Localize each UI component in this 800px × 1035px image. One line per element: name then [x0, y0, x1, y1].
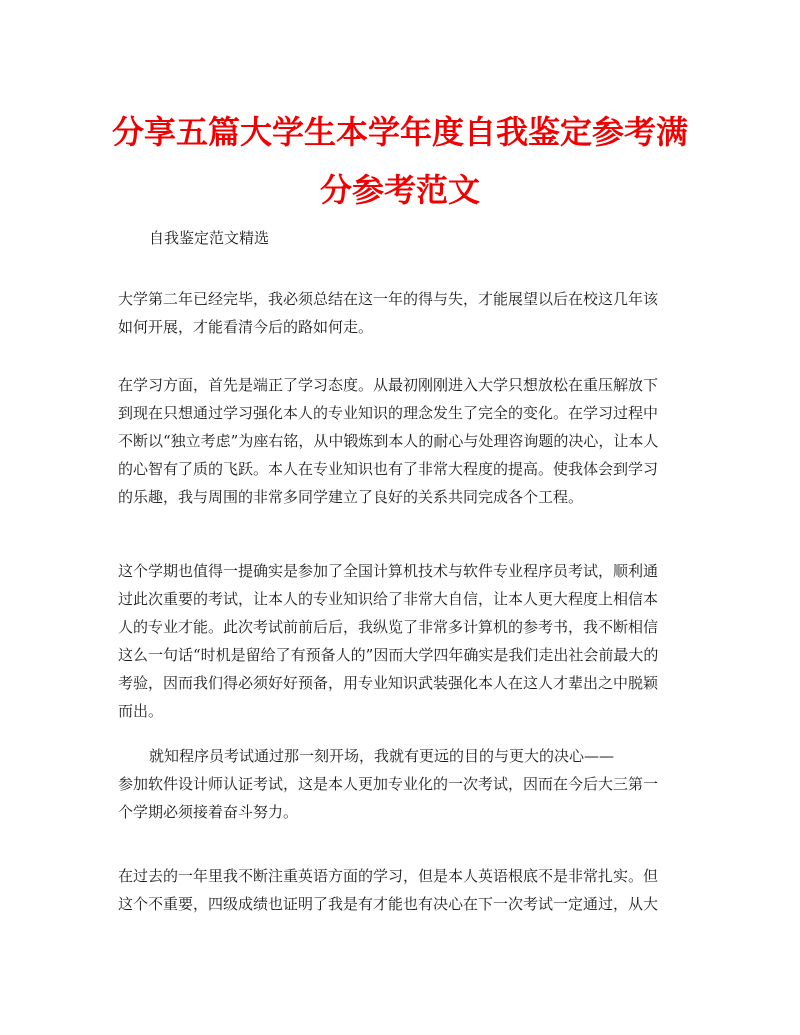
paragraph-line: 在过去的一年里我不断注重英语方面的学习，但是本人英语根底不是非常扎实。但: [118, 867, 659, 885]
paragraph-line: 的心智有了质的飞跃。本人在专业知识也有了非常大程度的提高。使我体会到学习: [118, 460, 659, 478]
paragraph-4: [118, 742, 688, 826]
paragraph-line: 考验，因而我们得必须好好预备，用专业知识武装强化本人在这人才辈出之中脱颖: [118, 674, 659, 692]
paragraph-line: 过此次重要的考试，让本人的专业知识给了非常大自信，让本人更大程度上相信本: [118, 590, 659, 608]
paragraph-line: 就知程序员考试通过那一刻开场，我就有更远的目的与更大的决心——: [149, 747, 615, 765]
paragraph-2: [118, 371, 688, 511]
paragraph-line: 在学习方面，首先是端正了学习态度。从最初刚刚进入大学只想放松在重压解放下: [118, 376, 659, 394]
paragraph-line: 人的专业才能。此次考试前前后后，我纵览了非常多计算机的参考书，我不断相信: [118, 618, 659, 636]
paragraph-3: [118, 557, 688, 725]
document-title-line-2: 分参考范文: [319, 171, 480, 209]
paragraph-line: 而出。: [118, 702, 164, 720]
paragraph-1: [118, 285, 688, 341]
paragraph-line: 大学第二年已经完毕，我必须总结在这一年的得与失，才能展望以后在校这几年该: [118, 290, 659, 308]
paragraph-line: 到现在只想通过学习强化本人的专业知识的理念发生了完全的变化。在学习过程中: [118, 404, 659, 422]
document-title-line-1: 分享五篇大学生本学年度自我鉴定参考满: [111, 113, 688, 151]
paragraph-line: 的乐趣，我与周围的非常多同学建立了良好的关系共同完成各个工程。: [118, 488, 584, 506]
paragraph-line: 参加软件设计师认证考试，这是本人更加专业化的一次考试，因而在今后大三第一: [118, 775, 659, 793]
paragraph-line: 个学期必须接着奋斗努力。: [118, 803, 299, 821]
paragraph-line: 这个学期也值得一提确实是参加了全国计算机技术与软件专业程序员考试，顺利通: [118, 562, 659, 580]
paragraph-line: 不断以“独立考虑”为座右铭，从中锻炼到本人的耐心与处理咨询题的决心，让本人: [118, 432, 659, 450]
paragraph-5: [118, 862, 688, 918]
paragraph-line: 这么一句话“时机是留给了有预备人的”因而大学四年确实是我们走出社会前最大的: [118, 646, 659, 664]
paragraph-line: 如何开展，才能看清今后的路如何走。: [118, 318, 374, 336]
document-subtitle: 自我鉴定范文精选: [149, 229, 270, 247]
paragraph-line: 这个不重要，四级成绩也证明了我是有才能也有决心在下一次考试一定通过，从大: [118, 895, 659, 913]
